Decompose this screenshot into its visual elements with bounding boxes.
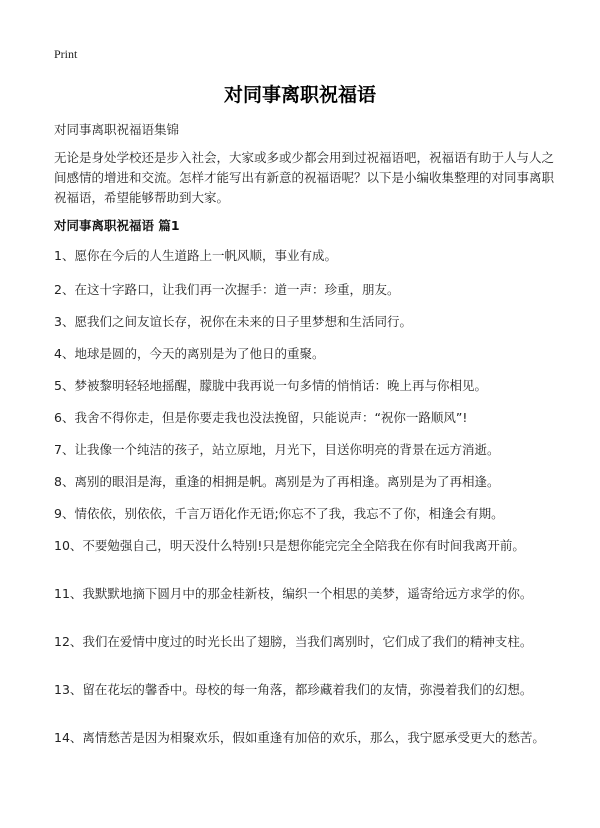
list-item: 7、让我像一个纯洁的孩子，站立原地，月光下，目送你明亮的背景在远方消逝。: [54, 442, 500, 457]
list-item: 12、我们在爱情中度过的时光长出了翅膀，当我们离别时，它们成了我们的精神支柱。: [54, 634, 533, 649]
intro-paragraph: 无论是身处学校还是步入社会，大家或多或少都会用到过祝福语吧，祝福语有助于人与人之间感情的增进和交流。怎样才能写出有新意的祝福语呢？以下是小编收集整理的对同事离职祝福语，希望能够帮助到大家。: [54, 150, 555, 205]
list-item: 4、地球是圆的，今天的离别是为了他日的重聚。: [54, 346, 325, 361]
list-item: 3、愿我们之间友谊长存，祝你在未来的日子里梦想和生活同行。: [54, 314, 412, 329]
list-item: 8、离别的眼泪是海，重逢的相拥是帆。离别是为了再相逢。离别是为了再相逢。: [54, 474, 500, 489]
list-item: 9、情依依，别依依，千言万语化作无语;你忘不了我，我忘不了你，相逢会有期。: [54, 506, 504, 521]
list-item: 1、愿你在今后的人生道路上一帆风顺，事业有成。: [54, 248, 337, 263]
list-item: 13、留在花坛的馨香中。母校的每一角落，都珍藏着我们的友情，弥漫着我们的幻想。: [54, 682, 533, 697]
section-heading: 对同事离职祝福语 篇1: [54, 218, 180, 233]
list-item: 2、在这十字路口，让我们再一次握手：道一声：珍重，朋友。: [54, 282, 400, 297]
list-item: 5、梦被黎明轻轻地摇醒，朦胧中我再说一句多情的悄悄话：晚上再与你相见。: [54, 378, 487, 393]
print-label: Print: [54, 47, 78, 61]
page-title: 对同事离职祝福语: [223, 84, 376, 106]
list-item: 14、离情愁苦是因为相聚欢乐，假如重逢有加倍的欢乐，那么，我宁愿承受更大的愁苦。: [54, 730, 545, 745]
list-item: 6、我舍不得你走，但是你要走我也没法挽留，只能说声：“祝你一路顺风”!: [54, 410, 468, 425]
list-item: 11、我默默地摘下圆月中的那金桂新枝，编织一个相思的美梦，遥寄给远方求学的你。: [54, 586, 533, 601]
subtitle: 对同事离职祝福语集锦: [54, 122, 180, 137]
list-item: 10、不要勉强自己，明天没什么特别!只是想你能完完全全陪我在你有时间我离开前。: [54, 538, 525, 553]
